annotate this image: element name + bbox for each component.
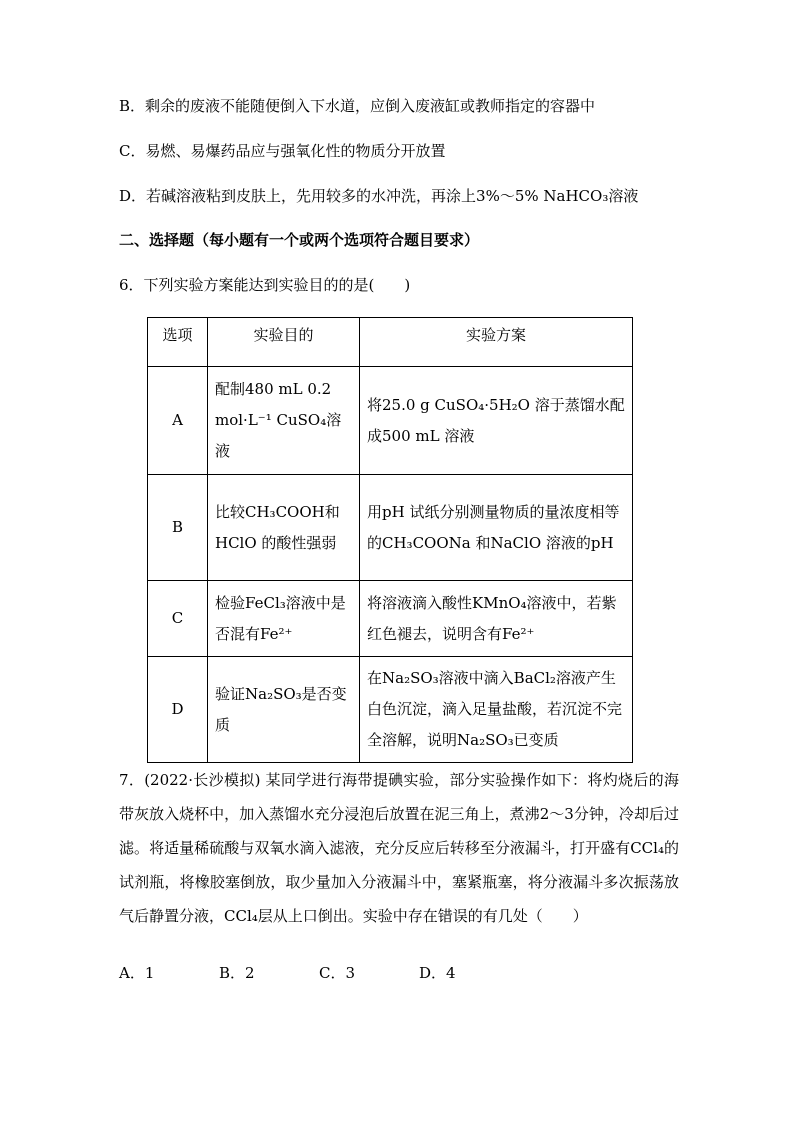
row-b-goal: 比较CH₃COOH和HClO 的酸性强弱 bbox=[208, 475, 360, 581]
table-row-d bbox=[148, 657, 633, 763]
question-7-options bbox=[119, 962, 519, 984]
option-b: B．剩余的废液不能随便倒入下水道，应倒入废液缸或教师指定的容器中 bbox=[119, 97, 596, 115]
row-b-option: B bbox=[148, 475, 208, 581]
table-header-row bbox=[148, 318, 633, 367]
question-6-stem: 6．下列实验方案能达到实验目的的是( ) bbox=[119, 276, 411, 294]
row-a-plan: 将25.0 g CuSO₄·5H₂O 溶于蒸馏水配成500 mL 溶液 bbox=[360, 367, 633, 475]
row-a-option: A bbox=[148, 367, 208, 475]
table-row-b bbox=[148, 475, 633, 581]
section-title: 二、选择题（每小题有一个或两个选项符合题目要求） bbox=[119, 231, 480, 249]
header-option: 选项 bbox=[148, 318, 208, 367]
table-row-a bbox=[148, 367, 633, 475]
table-row-c bbox=[148, 581, 633, 657]
row-c-goal: 检验FeCl₃溶液中是否混有Fe²⁺ bbox=[208, 581, 360, 657]
option-c: C．易燃、易爆药品应与强氧化性的物质分开放置 bbox=[119, 142, 446, 160]
row-a-goal: 配制480 mL 0.2 mol·L⁻¹ CuSO₄溶液 bbox=[208, 367, 360, 475]
header-goal: 实验目的 bbox=[208, 318, 360, 367]
q7-option-a: A．1 bbox=[119, 964, 155, 982]
row-d-goal: 验证Na₂SO₃是否变质 bbox=[208, 657, 360, 763]
option-d: D．若碱溶液粘到皮肤上，先用较多的水冲洗，再涂上3%～5% NaHCO₃溶液 bbox=[119, 187, 639, 205]
row-b-plan: 用pH 试纸分别测量物质的量浓度相等的CH₃COONa 和NaClO 溶液的pH bbox=[360, 475, 633, 581]
q7-option-d: D．4 bbox=[419, 964, 456, 982]
row-d-plan: 在Na₂SO₃溶液中滴入BaCl₂溶液产生白色沉淀，滴入足量盐酸，若沉淀不完全溶解，说明Na₂SO₃已变质 bbox=[360, 657, 633, 763]
q7-option-c: C．3 bbox=[319, 964, 356, 982]
row-c-option: C bbox=[148, 581, 208, 657]
header-plan: 实验方案 bbox=[360, 318, 633, 367]
question-6-table bbox=[147, 317, 633, 763]
row-d-option: D bbox=[148, 657, 208, 763]
q7-option-b: B．2 bbox=[219, 964, 255, 982]
row-c-plan: 将溶液滴入酸性KMnO₄溶液中，若紫红色褪去，说明含有Fe²⁺ bbox=[360, 581, 633, 657]
question-7-stem: 7．(2022·长沙模拟) 某同学进行海带提碘实验，部分实验操作如下：将灼烧后的海带灰放入烧杯中，加入蒸馏水充分浸泡后放置在泥三角上，煮沸2～3分钟，冷却后过滤。将适量稀硫酸与双氧水滴入滤液，充分反应后转移至分液漏斗，打开盛有CCl₄的试剂瓶，将橡胶塞倒放，取少量加入分液漏斗中，塞紧瓶塞，将分液漏斗多次振荡放气后静置分液，CCl₄层从上口倒出。实验中存在错误的有几处（ ） bbox=[119, 771, 679, 925]
